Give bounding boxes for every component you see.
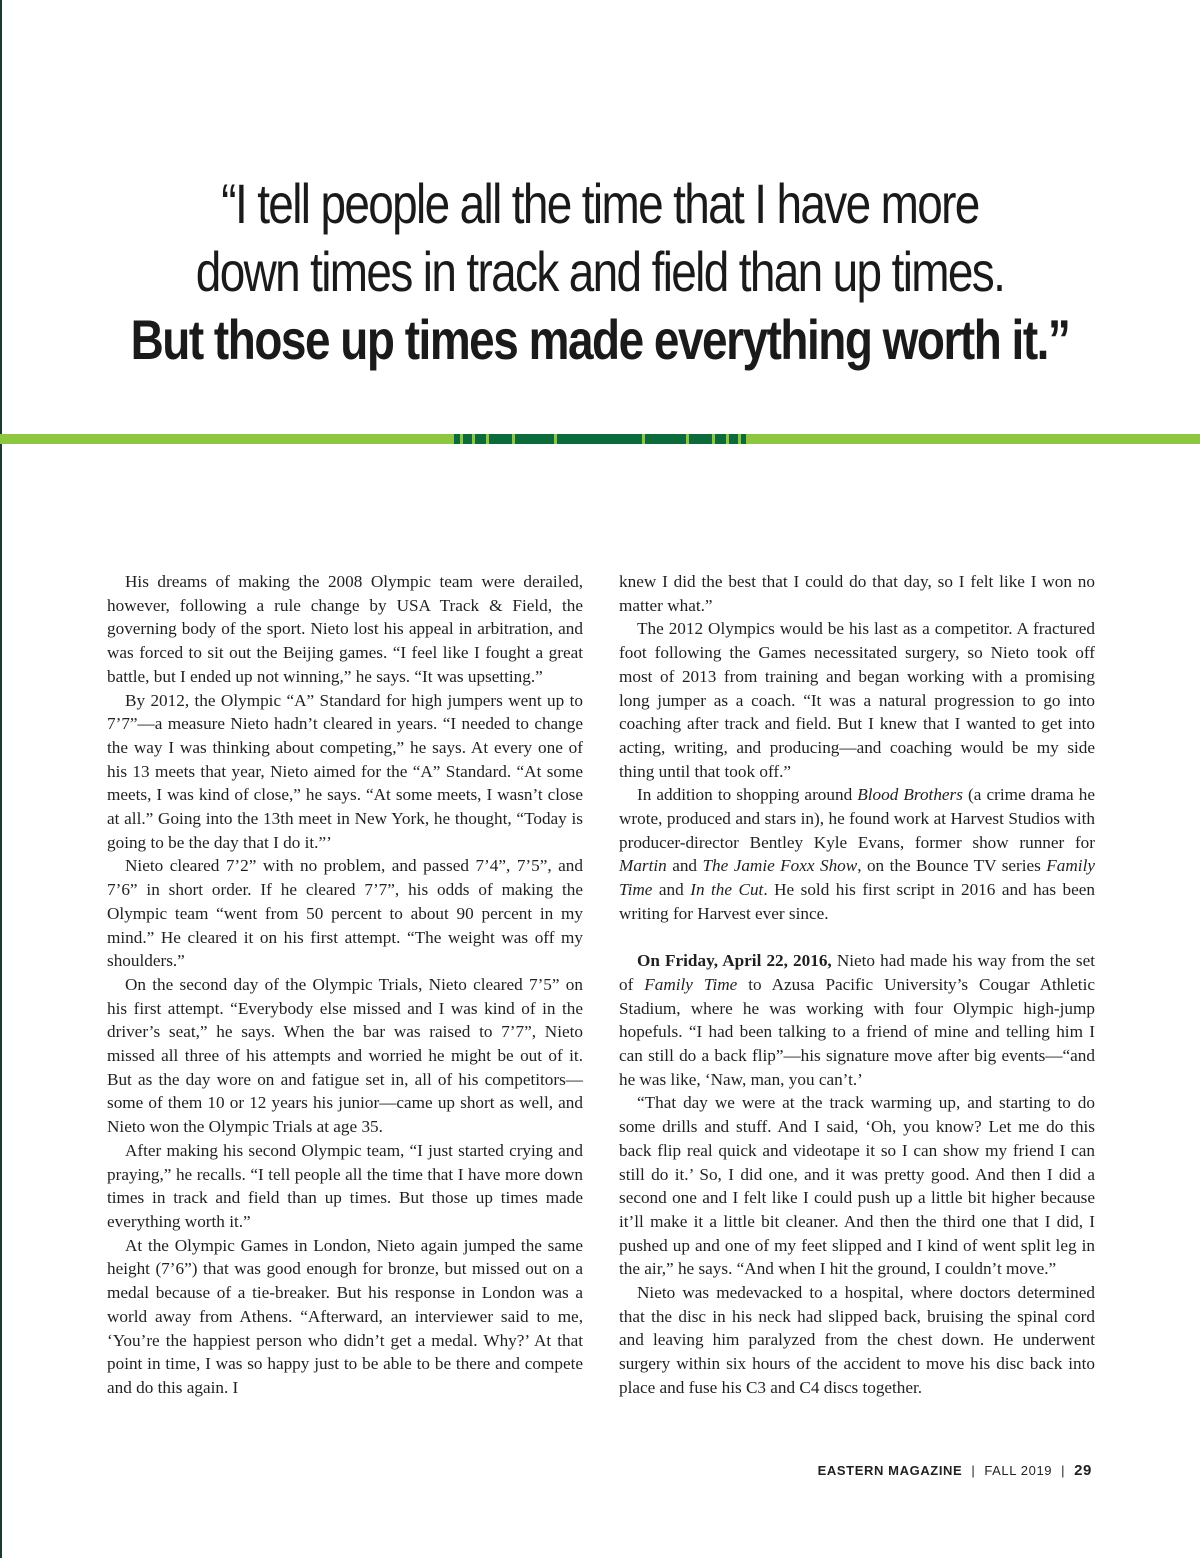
body-paragraph — [619, 783, 1095, 925]
title-italic: Martin — [619, 856, 667, 876]
body-paragraph — [619, 949, 1095, 1091]
section-lead-in: On Friday, April 22, 2016, — [637, 951, 832, 971]
section-divider — [0, 434, 1200, 444]
magazine-name: EASTERN MAGAZINE — [817, 1463, 963, 1478]
divider-gap — [460, 434, 463, 444]
divider-gap — [726, 434, 729, 444]
article-column-left — [107, 570, 583, 1400]
pull-quote — [0, 170, 1200, 374]
body-paragraph: After making his second Olympic team, “I just started crying and praying,” he recalls. “I tell people all the time that I have more down times in track and field than up times. But those up times made everything worth it.” — [107, 1140, 583, 1231]
body-paragraph: Nieto was medevacked to a hospital, where doctors determined that the disc in his neck had slipped back, bruising the spinal cord and leaving him paralyzed from the chest down. He underwent surgery within six hours of the accident to move his disc back into place and fuse his C3 and C4 discs together. — [619, 1283, 1095, 1397]
page-number: 29 — [1074, 1462, 1092, 1479]
body-paragraph: “That day we were at the track warming up, and starting to do some drills and stuff. And I said, ‘Oh, you know? Let me do this back flip real quick and videotape it so I can show my friend I can still do it.’ So, I did one, and it was pretty good. And then I did a second one and I felt like I could push up a little bit higher because it’ll make it a little bit cleaner. And then the third one that I did, I pushed up and one of my feet slipped and I kind of went split leg in the air,” he says. “And when I hit the ground, I couldn’t move.” — [619, 1093, 1095, 1279]
pull-quote-line-1: “I tell people all the time that I have more — [221, 172, 979, 235]
divider-gap — [712, 434, 715, 444]
text-run: . He sold his first script in 2016 and has been writing for Harvest ever since. — [619, 880, 1095, 923]
title-italic: Blood Brothers — [857, 785, 963, 805]
title-italic: In the Cut — [690, 880, 764, 900]
pull-quote-line-3: But those up times made everything worth it.” — [130, 308, 1070, 371]
text-run: In addition to shopping around — [637, 785, 858, 805]
page-footer — [818, 1462, 1092, 1479]
divider-gap — [486, 434, 489, 444]
body-paragraph: His dreams of making the 2008 Olympic team were derailed, however, following a rule change by USA Track & Field, the governing body of the sport. Nieto lost his appeal in arbitration, and was forced to sit out the Beijing games. “I feel like I fought a great battle, but I ended up not winning,” he says. “It was upsetting.” — [107, 572, 583, 686]
divider-gap — [738, 434, 741, 444]
issue-label: FALL 2019 — [984, 1463, 1053, 1478]
text-run: (a crime drama he wrote, produced and stars in), he found work at Harvest Studios with producer-director Bentley Kyle Evans, former show runner for — [619, 785, 1095, 852]
body-paragraph: knew I did the best that I could do that day, so I felt like I won no matter what.” — [619, 572, 1095, 615]
text-run: and — [666, 856, 703, 876]
body-paragraph: By 2012, the Olympic “A” Standard for high jumpers went up to 7’7”—a measure Nieto hadn’t cleared in years. “I needed to change the way I was thinking about competing,” he says. At every one of his 13 meets that year, Nieto aimed for the “A” Standard. “At some meets, I was kind of close,” he says. “At some meets, I wasn’t close at all.” Going into the 13th meet in New York, he thought, “Today is going to be the day that I do it.”’ — [107, 690, 583, 852]
text-run: to Azusa Pacific University’s Cougar Athletic Stadium, where he was working with four Olympic high-jump hopefuls. “I had been talking to a friend of mine and telling him I can still do a back flip”—his signature move after big events—“and he was like, ‘Naw, man, you can’t.’ — [619, 974, 1095, 1089]
text-run: Nieto had made his way from the set of — [619, 951, 1095, 994]
article-column-right — [619, 570, 1095, 1400]
body-paragraph: The 2012 Olympics would be his last as a competitor. A fractured foot following the Games necessitated surgery, so Nieto took off most of 2013 from training and began working with a promising long jumper as a coach. “It was a natural progression to go into coaching after track and field. But I knew that I wanted to get into acting, writing, and producing—and coaching would be my side thing until that took off.” — [619, 619, 1095, 781]
divider-gap — [686, 434, 689, 444]
body-paragraph: On the second day of the Olympic Trials, Nieto cleared 7’5” on his first attempt. “Everybody else missed and I was kind of in the driver’s seat,” he says. When the bar was raised to 7’7”, Nieto missed all three of his attempts and worried he might be out of it. But as the day wore on and fatigue set in, all of his competitors—some of them 10 or 12 years his junior—came up short as well, and Nieto won the Olympic Trials at age 35. — [107, 974, 583, 1137]
divider-gap — [512, 434, 515, 444]
divider-gap — [554, 434, 557, 444]
text-run: and — [652, 880, 691, 900]
divider-gap — [642, 434, 645, 444]
text-run: , on the Bounce TV series — [857, 856, 1047, 876]
pull-quote-line-2: down times in track and field than up times. — [195, 240, 1005, 303]
divider-dark-band — [454, 434, 746, 444]
title-italic: Family Time — [644, 974, 738, 994]
footer-separator: | — [1061, 1463, 1066, 1478]
title-italic: The Jamie Foxx Show — [702, 856, 858, 876]
divider-gap — [472, 434, 475, 444]
footer-separator: | — [971, 1463, 976, 1478]
title-italic: Family Time — [619, 856, 1095, 900]
body-paragraph: At the Olympic Games in London, Nieto again jumped the same height (7’6”) that was good enough for bronze, but missed out on a medal because of a tie-breaker. But his response in London was a world away from Athens. “Afterward, an interviewer said to me, ‘You’re the happiest person who didn’t get a medal. Why?’ At that point in time, I was so happy just to be able to be there and compete and do this again. I — [107, 1235, 583, 1397]
body-paragraph: Nieto cleared 7’2” with no problem, and passed 7’4”, 7’5”, and 7’6” in short order. If he cleared 7’7”, his odds of making the Olympic team “went from 50 percent to about 90 percent in my mind.” He cleared it on his first attempt. “The weight was off my shoulders.” — [107, 856, 583, 971]
